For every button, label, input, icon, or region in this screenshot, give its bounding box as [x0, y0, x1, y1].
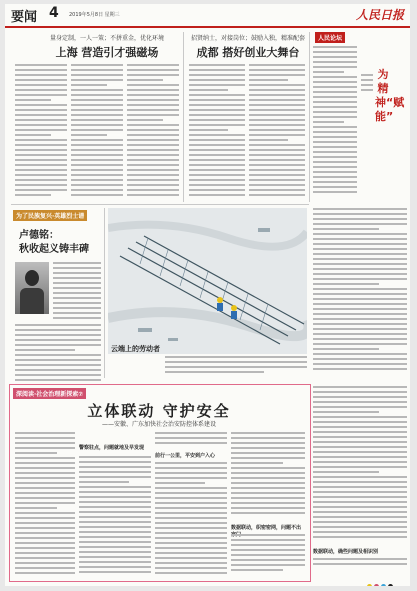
feature-section1: 警察驻点，问题就地及早发现: [79, 445, 145, 451]
magenta-dot-icon: [374, 584, 379, 586]
feature-title: 立体联动 守护安全: [87, 402, 231, 420]
feature-body-col4: [231, 432, 305, 520]
section-name: 要闻: [11, 10, 38, 25]
feature-section2: 前行一公里，平安到户入心: [155, 453, 216, 459]
shanghai-body-col1: [15, 64, 67, 200]
feature-body-col1: [15, 432, 75, 578]
profile-banner: 为了民族复兴·英雄烈士谱: [13, 210, 87, 221]
column-divider: [309, 32, 310, 202]
chengdu-headline: 成都 搭好创业大舞台: [196, 46, 300, 59]
color-dots: [365, 574, 393, 586]
feature-subtitle: ——安徽、广东加快社会治安防控体系建设: [101, 421, 216, 428]
profile-body-side: [53, 262, 101, 322]
page-number: 4: [49, 5, 59, 21]
chengdu-body-col1: [189, 64, 245, 200]
shanghai-body-col2: [71, 64, 123, 200]
feature-section3: 数据联动，织密密网，问题不出: [231, 525, 302, 531]
commentary-badge: 人民论坛: [315, 32, 345, 43]
profile-name-line2: 秋收起义铸丰碑: [19, 244, 89, 255]
photo-caption-title: 云端上的劳动者: [111, 345, 160, 353]
issue-date: 2019年5月8日 星期三: [69, 12, 120, 18]
right-continued-body: [313, 386, 407, 546]
portrait-photo: [15, 262, 49, 314]
shanghai-body-col3: [127, 64, 179, 200]
bridge-construction-illustration: [108, 208, 307, 354]
commentary-body-col2: [313, 208, 407, 378]
column-divider: [183, 32, 184, 202]
commentary-body-col1: [313, 46, 357, 200]
black-dot-icon: [388, 584, 393, 586]
shanghai-headline: 上海 营造引才强磁场: [55, 46, 159, 59]
feature-body-col3: [155, 462, 227, 578]
profile-name-line1: 卢德铭：: [19, 230, 59, 241]
chengdu-body-col2: [249, 64, 305, 200]
commentary-vertical-title: 为精神“赋能”: [375, 68, 405, 123]
yellow-dot-icon: [367, 584, 372, 586]
page-header: [5, 4, 410, 28]
column-divider: [104, 208, 105, 378]
shanghai-kicker: 量身定制，一人一策；不拼重金，优化环境: [49, 35, 164, 42]
feature-body-col3-top: [155, 432, 227, 452]
main-photo: [108, 208, 307, 354]
section-divider: [11, 204, 309, 205]
photo-caption-text: [165, 356, 307, 378]
feature-body-col4-bottom: [231, 534, 305, 578]
profile-body: [15, 324, 101, 382]
feature-section4: 数据联动，确些问题及相识别: [313, 549, 379, 555]
feature-body-col2: [79, 456, 151, 578]
chengdu-kicker: 招贤纳士，对接岗位；鼓励入独，精准配套: [190, 35, 305, 42]
feature-label: 深阅读·社会治理新探索⑦: [13, 388, 86, 399]
cyan-dot-icon: [381, 584, 386, 586]
right-final-body: [313, 558, 407, 572]
newspaper-page: [5, 4, 410, 586]
commentary-byline: [361, 74, 373, 200]
newspaper-logo: 人民日报: [355, 8, 404, 22]
